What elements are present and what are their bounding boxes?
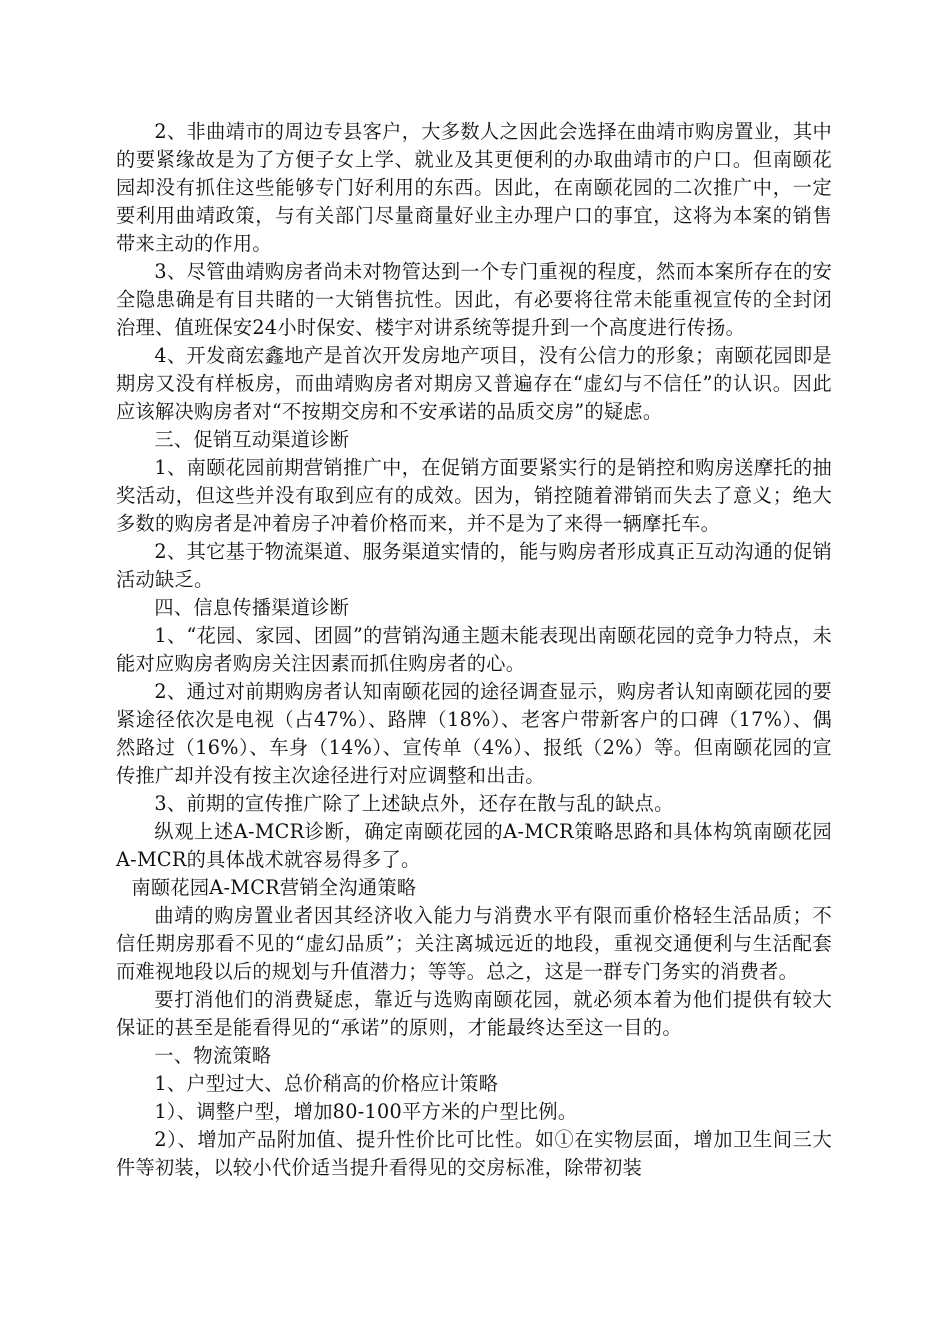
paragraph-suburban-buyers: 2、非曲靖市的周边专县客户，大多数人之因此会选择在曲靖市购房置业，其中的要紧缘故是为了方便子女上学、就业及其更便利的办取曲靖市的户口。但南颐花园却没有抓住这些能够专门好利用的东西。因此，在南颐花园的二次推广中，一定要利用曲靖政策，与有关部门尽量商量好业主办理户口的事宜，这将为本案的销售带来主动的作用。 <box>116 120 832 255</box>
section-heading-amcr-strategy: 南颐花园A-MCR营销全沟通策略 <box>131 876 417 899</box>
list-item-added-value: 2）、增加产品附加值、提升性价比可比性。如①在实物层面，增加卫生间三大件等初装，以较小代价适当提升看得见的交房标准，除带初装 <box>116 1128 832 1179</box>
paragraph-eliminate-doubts: 要打消他们的消费疑虑，靠近与选购南颐花园，就必须本着为他们提供有较大保证的甚至是能看得见的“承诺”的原则，才能最终达至这一目的。 <box>116 988 832 1039</box>
paragraph-buyer-profile: 曲靖的购房置业者因其经济收入能力与消费水平有限而重价格轻生活品质；不信任期房那看不见的“虚幻品质”；关注离城远近的地段，重视交通便利与生活配套而难视地段以后的规划与升值潜力；等等。总之，这是一群专门务实的消费者。 <box>116 904 832 983</box>
section-heading-promotion: 三、促销互动渠道诊断 <box>154 428 350 451</box>
paragraph-amcr-summary: 纵观上述A-MCR诊断，确定南颐花园的A-MCR策略思路和具体构筑南颐花园A-MCR的具体战术就容易得多了。 <box>116 820 832 871</box>
paragraph-developer-credibility: 4、开发商宏鑫地产是首次开发房地产项目，没有公信力的形象；南颐花园即是期房又没有样板房，而曲靖购房者对期房又普遍存在“虚幻与不信任”的认识。因此应该解决购房者对“不按期交房和不安承诺的品质交房”的疑虑。 <box>116 344 832 423</box>
section-heading-logistics: 一、物流策略 <box>154 1044 272 1067</box>
section-heading-communication: 四、信息传播渠道诊断 <box>154 596 350 619</box>
paragraph-promotion-lottery: 1、南颐花园前期营销推广中，在促销方面要紧实行的是销控和购房送摩托的抽奖活动，但这些并没有取到应有的成效。因为，销控随着滞销而失去了意义；绝大多数的购房者是冲着房子冲着价格而来，并不是为了来得一辆摩托车。 <box>116 456 832 535</box>
document-page <box>116 118 832 1182</box>
paragraph-promotion-scattered: 3、前期的宣传推广除了上述缺点外，还存在散与乱的缺点。 <box>154 792 674 815</box>
paragraph-property-security: 3、尽管曲靖购房者尚未对物管达到一个专门重视的程度，然而本案所存在的安全隐患确是有目共睹的一大销售抗性。因此，有必要将往常未能重视宣传的全封闭治理、值班保安24小时保安、楼宇对讲系统等提升到一个高度进行传扬。 <box>116 260 832 339</box>
paragraph-promotion-lacking: 2、其它基于物流渠道、服务渠道实情的，能与购房者形成真正互动沟通的促销活动缺乏。 <box>116 540 832 591</box>
subheading-pricing-strategy: 1、户型过大、总价稍高的价格应计策略 <box>154 1072 499 1095</box>
paragraph-marketing-theme: 1、“花园、家园、团圆”的营销沟通主题未能表现出南颐花园的竞争力特点，未能对应购房者购房关注因素而抓住购房者的心。 <box>116 624 832 675</box>
paragraph-awareness-channels: 2、通过对前期购房者认知南颐花园的途径调查显示，购房者认知南颐花园的要紧途径依次是电视（占47%）、路牌（18%）、老客户带新客户的口碑（17%）、偶然路过（16%）、车身（14%）、宣传单（4%）、报纸（2%）等。但南颐花园的宣传推广却并没有按主次途径进行对应调整和出击。 <box>116 680 832 787</box>
list-item-adjust-units: 1）、调整户型，增加80-100平方米的户型比例。 <box>154 1100 578 1123</box>
